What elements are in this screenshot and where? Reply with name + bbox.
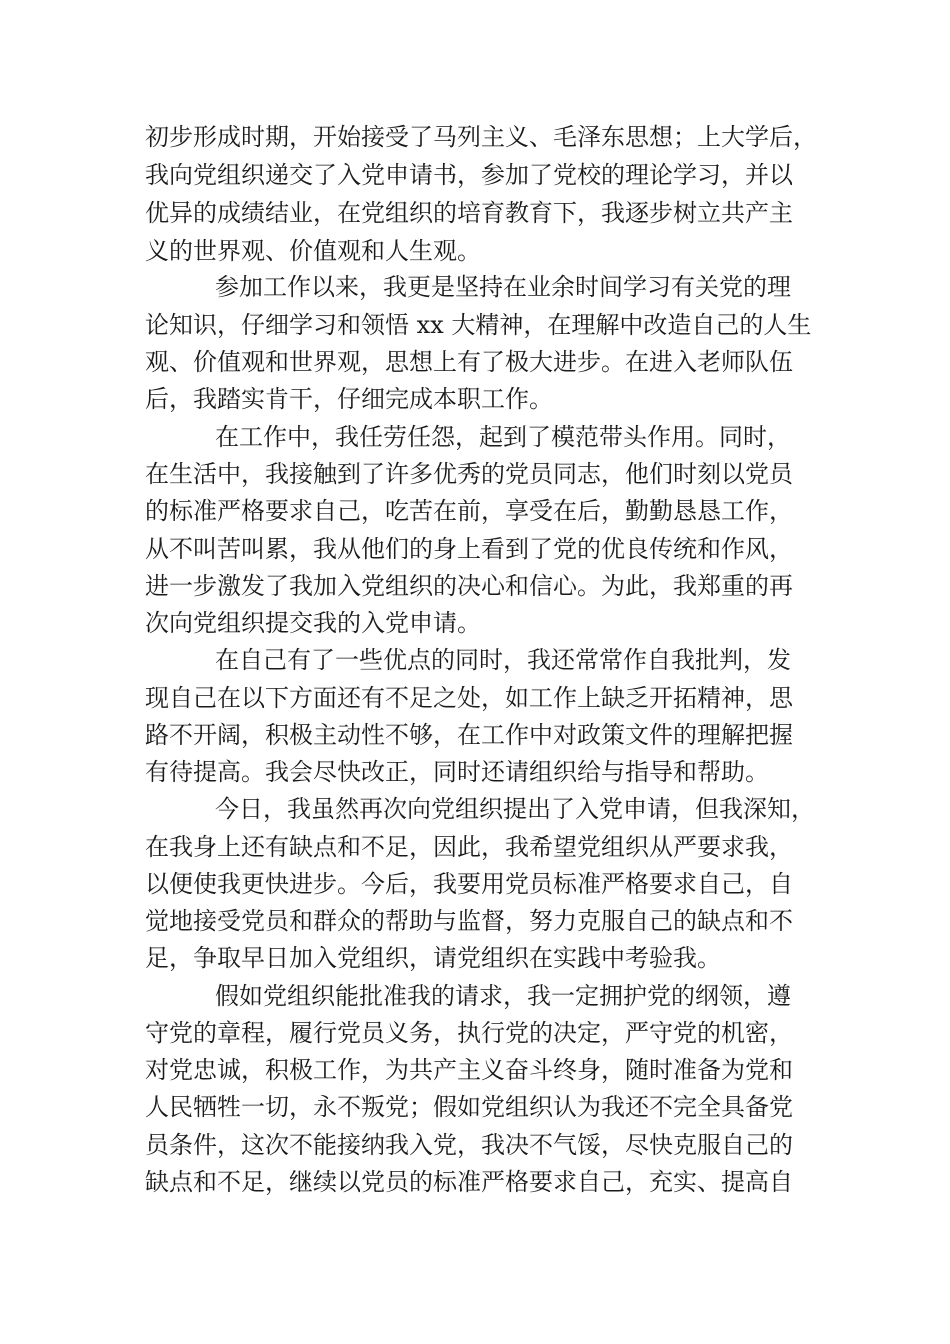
- paragraph-first-line: 在工作中，我任劳任怨，起到了模范带头作用。同时，: [215, 423, 791, 451]
- text-line: 进一步激发了我加入党组织的决心和信心。为此，我郑重的再: [145, 572, 793, 600]
- paragraph-first-line: 今日，我虽然再次向党组织提出了入党申请，但我深知，: [215, 795, 815, 823]
- text-line: 在我身上还有缺点和不足，因此，我希望党组织从严要求我，: [145, 833, 793, 861]
- text-line: 足，争取早日加入党组织，请党组织在实践中考验我。: [145, 944, 721, 972]
- text-line: 次向党组织提交我的入党申请。: [145, 609, 481, 637]
- text-line: 以便使我更快进步。今后，我要用党员标准严格要求自己，自: [145, 870, 793, 898]
- text-line: 有待提高。我会尽快改正，同时还请组织给与指导和帮助。: [145, 758, 769, 786]
- text-line: 守党的章程，履行党员义务，执行党的决定，严守党的机密，: [145, 1019, 793, 1047]
- text-line: 人民牺牲一切，永不叛党；假如党组织认为我还不完全具备党: [145, 1093, 793, 1121]
- text-line: 对党忠诚，积极工作，为共产主义奋斗终身，随时准备为党和: [145, 1056, 793, 1084]
- text-line: 现自己在以下方面还有不足之处，如工作上缺乏开拓精神，思: [145, 684, 793, 712]
- paragraph-first-line: 参加工作以来，我更是坚持在业余时间学习有关党的理: [215, 273, 791, 301]
- text-line: 的标准严格要求自己，吃苦在前，享受在后，勤勤恳恳工作，: [145, 497, 793, 525]
- text-line: 觉地接受党员和群众的帮助与监督，努力克服自己的缺点和不: [145, 907, 793, 935]
- text-line: 义的世界观、价值观和人生观。: [145, 237, 481, 265]
- text-line: 观、价值观和世界观，思想上有了极大进步。在进入老师队伍: [145, 348, 793, 376]
- text-line: 我向党组织递交了入党申请书，参加了党校的理论学习，并以: [145, 161, 793, 189]
- text-line: 员条件，这次不能接纳我入党，我决不气馁，尽快克服自己的: [145, 1131, 793, 1159]
- text-line: 论知识，仔细学习和领悟 xx 大精神，在理解中改造自己的人生: [145, 311, 812, 339]
- paragraph-first-line: 假如党组织能批准我的请求，我一定拥护党的纲领，遵: [215, 982, 791, 1010]
- text-line: 从不叫苦叫累，我从他们的身上看到了党的优良传统和作风，: [145, 535, 793, 563]
- text-line: 路不开阔，积极主动性不够，在工作中对政策文件的理解把握: [145, 721, 793, 749]
- text-line: 优异的成绩结业，在党组织的培育教育下，我逐步树立共产主: [145, 199, 793, 227]
- text-line: 在生活中，我接触到了许多优秀的党员同志，他们时刻以党员: [145, 460, 793, 488]
- text-line: 缺点和不足，继续以党员的标准严格要求自己，充实、提高自: [145, 1168, 793, 1196]
- text-line: 初步形成时期，开始接受了马列主义、毛泽东思想；上大学后，: [145, 123, 817, 151]
- paragraph-first-line: 在自己有了一些优点的同时，我还常常作自我批判，发: [215, 646, 791, 674]
- text-line: 后，我踏实肯干，仔细完成本职工作。: [145, 385, 553, 413]
